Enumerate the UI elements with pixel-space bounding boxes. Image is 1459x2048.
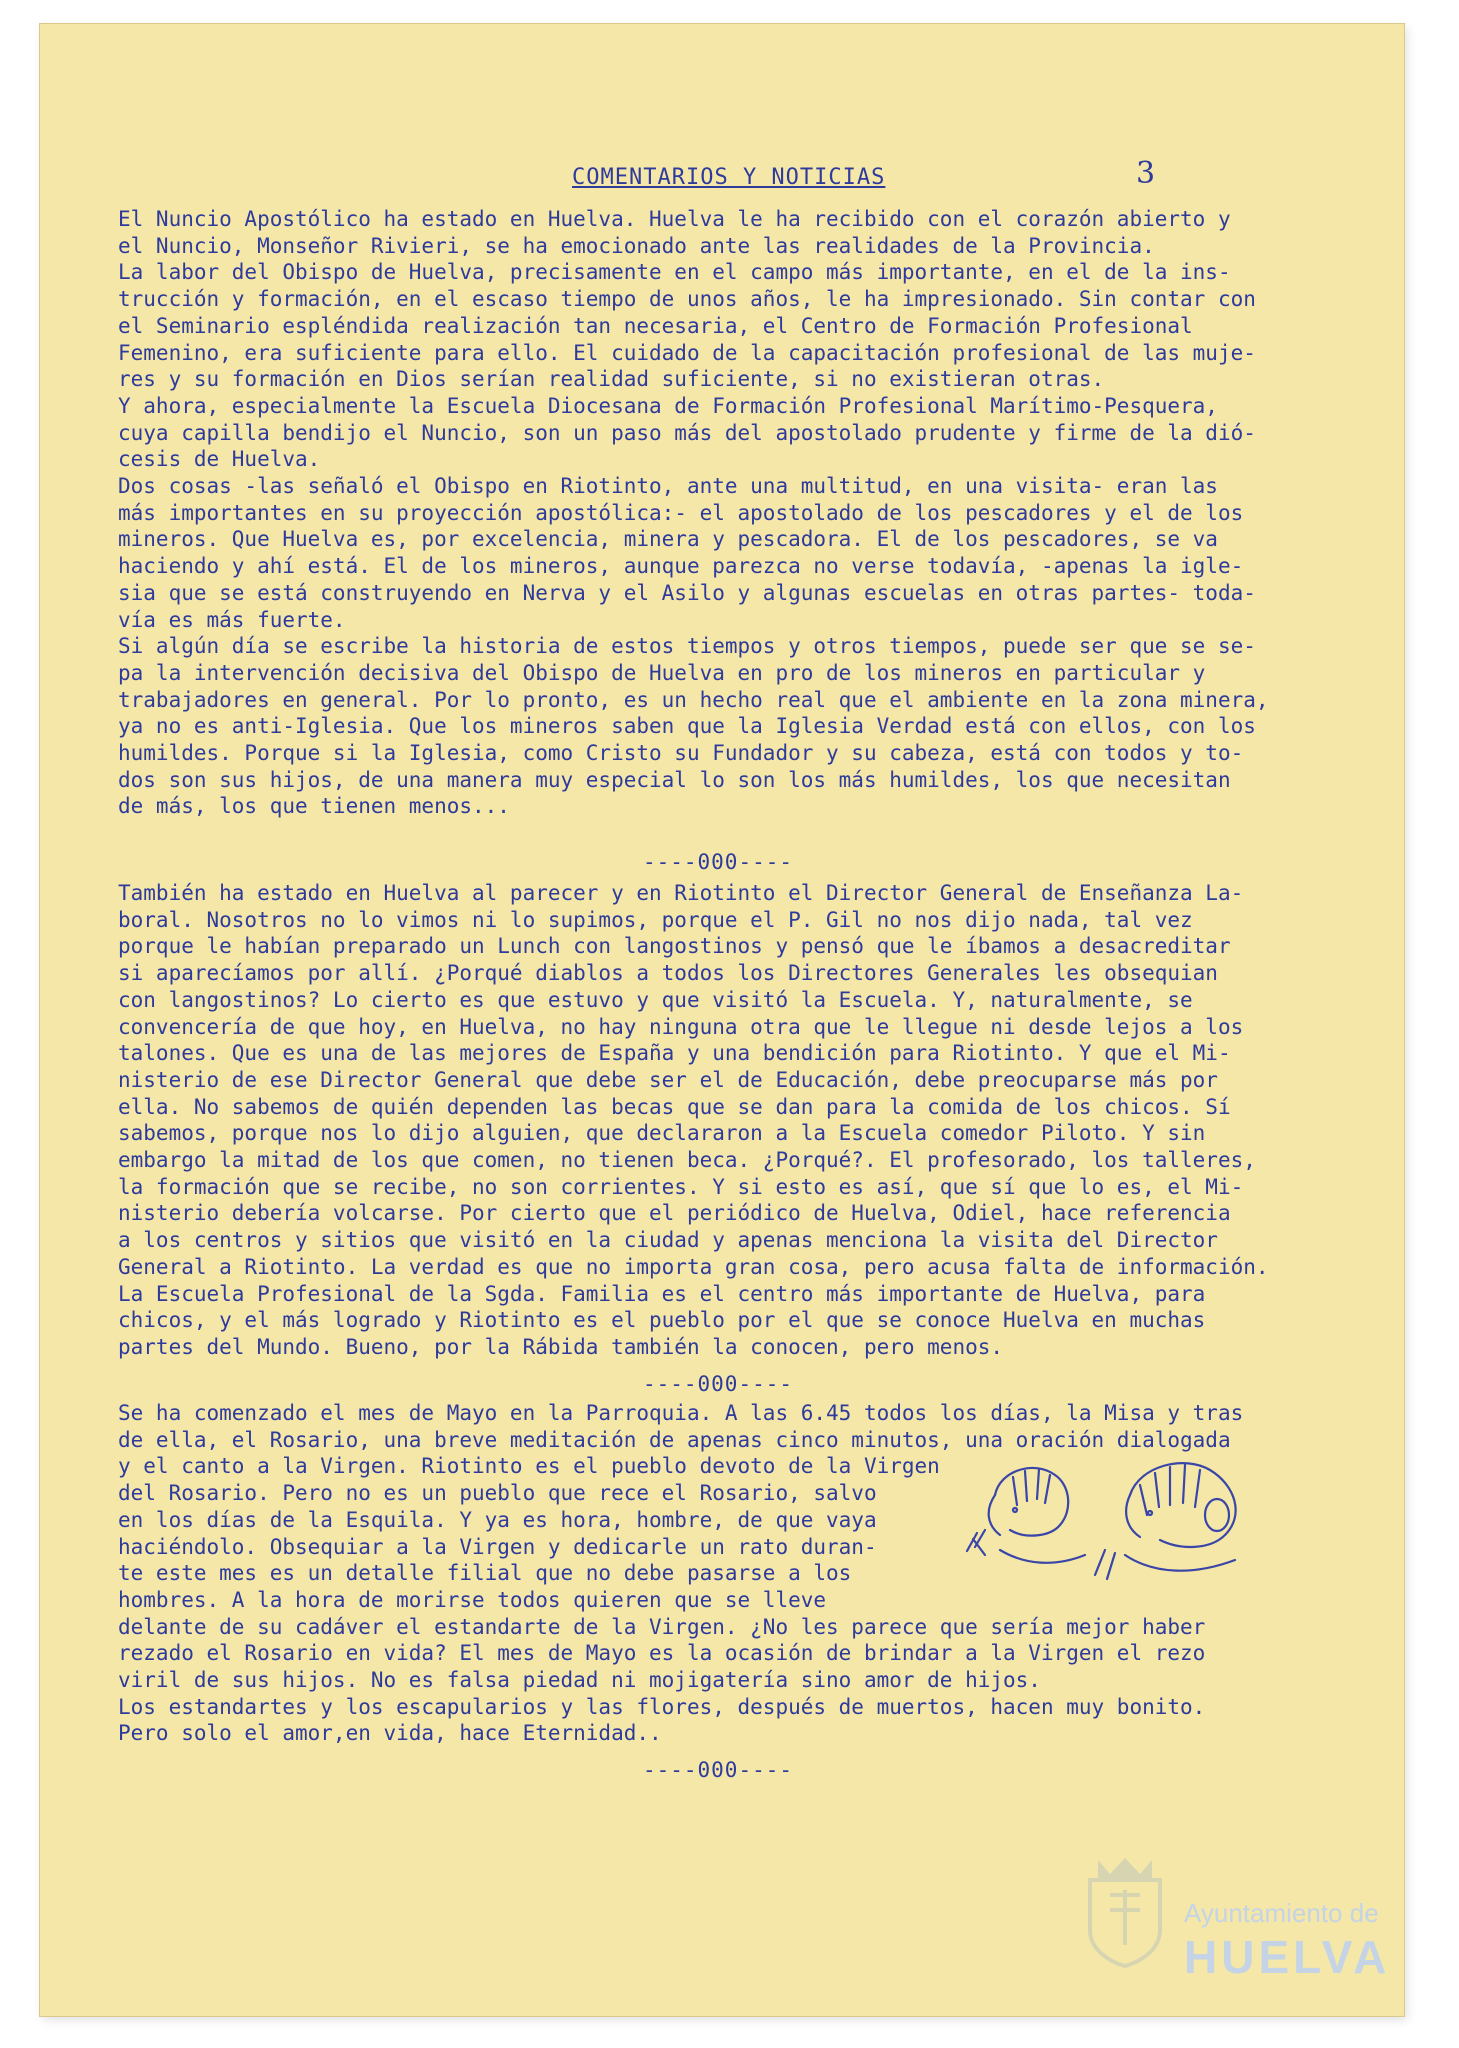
right-child-head-outline — [1130, 1463, 1236, 1547]
left-child-hair — [1013, 1469, 1050, 1505]
paragraph-line: General a Riotinto. La verdad es que no importa gran cosa, pero acusa falta de información. — [118, 1254, 1269, 1279]
paragraph-line: viril de sus hijos. No es falsa piedad ni mojigatería sino amor de hijos. — [118, 1668, 1041, 1693]
separator: ----000---- — [642, 1372, 794, 1396]
paragraph-line: Dos cosas -las señaló el Obispo en Riotinto, ante una multitud, en una visita- eran las — [118, 474, 1218, 499]
right-child-eye — [1148, 1511, 1152, 1515]
paragraph-line: humildes. Porque si la Iglesia, como Cristo su Fundador y su cabeza, está con todos y to- — [118, 741, 1244, 766]
left-child-eye — [1013, 1508, 1017, 1512]
paragraph-line: embargo la mitad de los que comen, no tienen beca. ¿Porqué?. El profesorado, los talleres, — [118, 1148, 1256, 1173]
separator: ----000---- — [642, 1758, 794, 1782]
paragraph-line: delante de su cadáver el estandarte de la Virgen. ¿No les parece que sería mejor haber — [118, 1614, 1206, 1639]
right-child-face — [1126, 1495, 1140, 1537]
paragraph-line: pa la intervención decisiva del Obispo de Huelva en pro de los mineros en particular y — [118, 660, 1206, 685]
paragraph-line: vía es más fuerte. — [118, 607, 346, 632]
children-praying-drawing — [955, 1455, 1285, 1635]
paragraph-line: boral. Nosotros no lo vimos ni lo supimos, porque el P. Gil no nos dijo nada, tal vez — [118, 907, 1193, 932]
paragraph-line: en los días de la Esquila. Y ya es hora, hombre, de que vaya — [118, 1507, 877, 1532]
archive-watermark — [1184, 1898, 1391, 1983]
watermark-line-2: HUELVA — [1184, 1931, 1391, 1983]
paragraph-line: con langostinos? Lo cierto es que estuvo y que visitó la Escuela. Y, naturalmente, se — [118, 987, 1193, 1012]
page-title: COMENTARIOS Y NOTICIAS — [572, 165, 886, 190]
left-child-face — [989, 1495, 1000, 1535]
paragraph-line: cuya capilla bendijo el Nuncio, son un paso más del apostolado prudente y firme de la dió- — [118, 420, 1256, 445]
paragraph-line: de más, los que tienen menos... — [118, 794, 510, 819]
paragraph-line: y el canto a la Virgen. Riotinto es el pueblo devoto de la Virgen — [118, 1454, 940, 1479]
left-child-head-outline — [995, 1468, 1068, 1536]
paragraph-line: El Nuncio Apostólico ha estado en Huelva. Huelva le ha recibido con el corazón abierto y — [118, 207, 1231, 231]
right-child-arm — [1125, 1555, 1235, 1571]
paragraph-line: También ha estado en Huelva al parecer y en Riotinto el Director General de Enseñanza La- — [118, 881, 1244, 905]
left-child-hands — [967, 1530, 985, 1555]
paragraph-line: Femenino, era suficiente para ello. El cuidado de la capacitación profesional de las muje- — [118, 340, 1256, 365]
paragraph-line: trabajadores en general. Por lo pronto, es un hecho real que el ambiente en la zona minera, — [118, 687, 1269, 712]
paragraph-line: sia que se está construyendo en Nerva y el Asilo y algunas escuelas en otras partes- toda- — [118, 580, 1256, 605]
paragraph-line: ella. No sabemos de quién dependen las becas que se dan para la comida de los chicos. Sí — [118, 1094, 1231, 1119]
paragraph-line: ya no es anti-Iglesia. Que los mineros saben que la Iglesia Verdad está con ellos, con los — [118, 714, 1256, 739]
paragraph-line: el Seminario espléndida realización tan necesaria, el Centro de Formación Profesional — [118, 313, 1193, 338]
paragraph-line: sabemos, porque nos lo dijo alguien, que declararon a la Escuela comedor Piloto. Y sin — [118, 1121, 1206, 1146]
paragraph-line: nisterio de ese Director General que debe ser el de Educación, debe preocuparse más por — [118, 1067, 1218, 1092]
paragraph-line: Si algún día se escribe la historia de estos tiempos y otros tiempos, puede ser que se se- — [118, 634, 1256, 659]
paragraph-line: del Rosario. Pero no es un pueblo que rece el Rosario, salvo — [118, 1481, 877, 1506]
coat-of-arms-stamp — [1080, 1850, 1170, 1970]
paragraph-line: a los centros y sitios que visitó en la ciudad y apenas menciona la visita del Director — [118, 1228, 1218, 1253]
paragraph-line: te este mes es un detalle filial que no debe pasarse a los — [118, 1561, 852, 1586]
paragraph-line: La labor del Obispo de Huelva, precisamente en el campo más importante, en el de la ins- — [118, 260, 1231, 285]
page-number: 3 — [1136, 156, 1156, 191]
paragraph-line: nisterio debería volcarse. Por cierto que el periódico de Huelva, Odiel, hace referencia — [118, 1201, 1231, 1226]
right-child-ear — [1205, 1499, 1229, 1531]
paragraph-line: convencería de que hoy, en Huelva, no hay ninguna otra que le llegue ni desde lejos a los — [118, 1014, 1244, 1039]
paragraph-line: rezado el Rosario en vida? El mes de Mayo es la ocasión de brindar a la Virgen el rezo — [118, 1641, 1206, 1666]
paragraph-line: el Nuncio, Monseñor Rivieri, se ha emocionado ante las realidades de la Provincia. — [118, 233, 1155, 258]
paragraph-line: haciéndolo. Obsequiar a la Virgen y dedicarle un rato duran- — [118, 1534, 877, 1559]
right-child-hands — [1095, 1550, 1115, 1579]
paragraph-line: Los estandartes y los escapularios y las flores, después de muertos, hacen muy bonito. — [118, 1694, 1206, 1719]
watermark-line-1: Ayuntamiento de — [1184, 1898, 1379, 1928]
paragraph-line: haciendo y ahí está. El de los mineros, aunque parezca no verse todavía, -apenas la igle- — [118, 554, 1244, 579]
separator: ----000---- — [642, 850, 794, 874]
paragraph-line: más importantes en su proyección apostólica:- el apostolado de los pescadores y el de los — [118, 500, 1244, 525]
paragraph-line: de ella, el Rosario, una breve meditación de apenas cinco minutos, una oración dialogada — [118, 1427, 1231, 1452]
paragraph-line: porque le habían preparado un Lunch con langostinos y pensó que le íbamos a desacreditar — [118, 934, 1231, 959]
paragraph-line: mineros. Que Huelva es, por excelencia, minera y pescadora. El de los pescadores, se va — [118, 527, 1218, 552]
paragraph-line: dos son sus hijos, de una manera muy especial lo son los más humildes, los que necesitan — [118, 767, 1231, 792]
section-director-general — [118, 880, 1318, 1361]
paragraph-line: La Escuela Profesional de la Sgda. Familia es el centro más importante de Huelva, para — [118, 1281, 1206, 1306]
paragraph-line: talones. Que es una de las mejores de España y una bendición para Riotinto. Y que el Mi- — [118, 1041, 1231, 1066]
paragraph-line: trucción y formación, en el escaso tiempo de unos años, le ha impresionado. Sin contar con — [118, 287, 1256, 312]
paragraph-line: la formación que se recibe, no son corrientes. Y si esto es así, que sí que lo es, el Mi- — [118, 1174, 1244, 1199]
paragraph-line: hombres. A la hora de morirse todos quieren que se lleve — [118, 1587, 827, 1612]
paragraph-line: chicos, y el más logrado y Riotinto es el pueblo por el que se conoce Huelva en muchas — [118, 1308, 1206, 1333]
paragraph-line: res y su formación en Dios serían realidad suficiente, si no existieran otras. — [118, 367, 1105, 392]
section-nuncio — [118, 206, 1318, 820]
paragraph-line: si aparecíamos por allí. ¿Porqué diablos a todos los Directores Generales les obsequian — [118, 961, 1218, 986]
left-child-arm — [1000, 1550, 1085, 1563]
paragraph-line: partes del Mundo. Bueno, por la Rábida también la conocen, pero menos. — [118, 1334, 1004, 1359]
paragraph-line: Pero solo el amor,en vida, hace Eternidad.. — [118, 1721, 662, 1746]
paragraph-line: Y ahora, especialmente la Escuela Diocesana de Formación Profesional Marítimo-Pesquera, — [118, 393, 1218, 418]
paragraph-line: Se ha comenzado el mes de Mayo en la Parroquia. A las 6.45 todos los días, la Misa y tras — [118, 1401, 1244, 1425]
paragraph-line: cesis de Huelva. — [118, 447, 321, 472]
